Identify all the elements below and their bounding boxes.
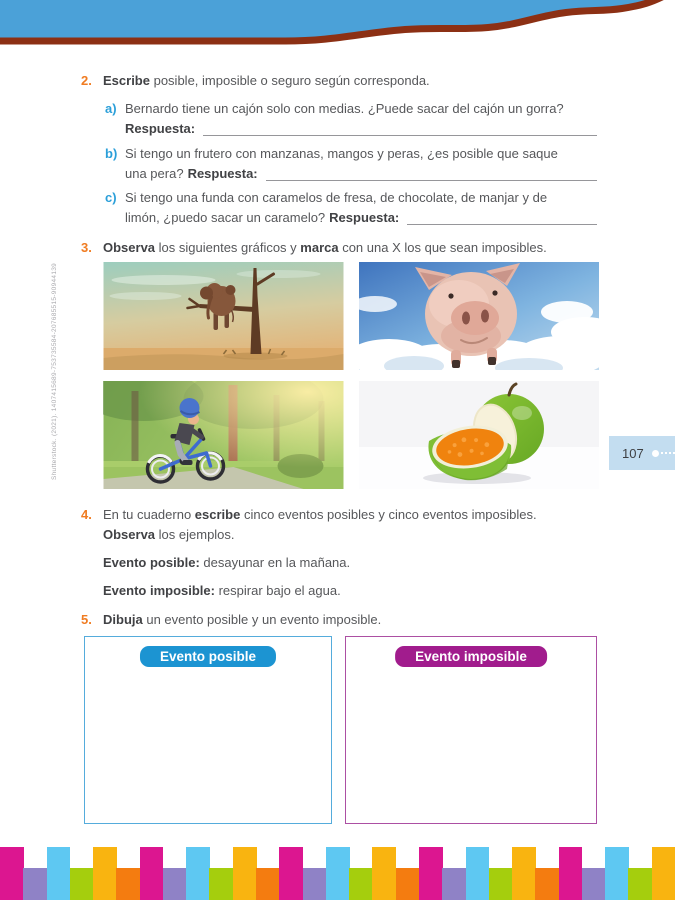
page-number-tab	[609, 436, 675, 470]
item-c-line1: Si tengo una funda con caramelos de fresa, de chocolate, de manjar y de	[125, 190, 548, 205]
stripe-bar	[140, 847, 164, 900]
item-b-answer-row	[125, 164, 597, 184]
stripe-bar	[326, 847, 350, 900]
example-impossible-label: Evento imposible:	[103, 583, 215, 598]
stripe-bar	[512, 847, 536, 900]
photo-credit-vertical: Shutterstock. (2021). 1407415689-753735584-207685515-90944139	[51, 262, 58, 480]
exercise2-heading	[103, 71, 603, 91]
exercise4-line1-rest: cinco eventos posibles y cinco eventos imposibles.	[240, 507, 537, 522]
example-impossible-text: respirar bajo el agua.	[214, 583, 341, 598]
stripe-bar	[0, 847, 24, 900]
example-possible	[103, 553, 603, 573]
stripe-bar	[582, 868, 606, 900]
answer-line[interactable]	[266, 170, 597, 181]
stripe-bar	[163, 868, 187, 900]
exercise3-bold2: marca	[300, 240, 339, 255]
stripe-bar	[209, 868, 233, 900]
photo-child-riding-bicycle-in-park[interactable]	[103, 381, 344, 489]
stripe-bar	[605, 847, 629, 900]
stripe-bar	[419, 847, 443, 900]
stripe-bar	[70, 868, 94, 900]
item-c-answer-row	[125, 208, 597, 228]
top-banner-wave	[0, 0, 675, 56]
item-c-letter: c)	[105, 190, 117, 205]
stripe-bar	[535, 868, 559, 900]
exercise2-number: 2.	[81, 73, 92, 88]
answer-line[interactable]	[203, 125, 597, 136]
item-a-answer-row	[125, 119, 597, 139]
example-possible-text: desayunar en la mañana.	[199, 555, 351, 570]
exercise4-line1-bold: escribe	[194, 507, 241, 522]
exercise4-line1-pre: En tu cuaderno	[103, 507, 195, 522]
exercise3-rest: con una X los que sean imposibles.	[338, 240, 547, 255]
tab-dot	[652, 450, 659, 457]
exercise2-heading-bold: Escribe	[103, 73, 150, 88]
item-a-letter: a)	[105, 101, 117, 116]
exercise2-heading-rest: posible, imposible o seguro según corresponda.	[149, 73, 430, 88]
stripe-bar	[303, 868, 327, 900]
exercise4-line2-rest: los ejemplos.	[155, 527, 235, 542]
stripe-bar	[489, 868, 513, 900]
example-possible-label: Evento posible:	[103, 555, 200, 570]
bicycle-kid-illustration	[103, 381, 344, 489]
item-b-letter: b)	[105, 146, 118, 161]
drawing-box-impossible[interactable]	[345, 636, 597, 824]
answer-line[interactable]	[407, 214, 597, 225]
item-b-line1: Si tengo un frutero con manzanas, mangos y peras, ¿es posible que saque	[125, 146, 558, 161]
item-c-answer-label: Respuesta:	[329, 210, 400, 225]
item-a-line1: Bernardo tiene un cajón solo con medias. ¿Puede sacar del cajón un gorra?	[125, 101, 564, 116]
stripe-bar	[396, 868, 420, 900]
exercise4-line1	[103, 505, 603, 525]
exercise5-bold: Dibuja	[103, 612, 143, 627]
example-impossible	[103, 581, 603, 601]
stripe-bar	[47, 847, 71, 900]
stripe-bar	[279, 847, 303, 900]
photo-green-apple-with-orange-inside[interactable]	[358, 381, 600, 489]
elephant-illustration	[103, 262, 344, 370]
item-a-answer-label: Respuesta:	[125, 121, 196, 136]
stripe-bar	[652, 847, 675, 900]
exercise4-line2	[103, 525, 603, 545]
item-b-answer-label: Respuesta:	[187, 166, 258, 181]
exercise3-mid: los siguientes gráficos y	[155, 240, 301, 255]
exercise4-number: 4.	[81, 507, 92, 522]
page-number: 107	[622, 445, 644, 461]
stripe-bar	[233, 847, 257, 900]
exercise5-heading	[103, 610, 603, 630]
impossible-pill-label: Evento imposible	[395, 646, 547, 667]
stripe-bar	[93, 847, 117, 900]
item-c-line2-prefix: limón, ¿puedo sacar un caramelo?	[125, 210, 326, 225]
apple-orange-illustration	[358, 381, 600, 489]
stripe-bar	[186, 847, 210, 900]
exercise5-number: 5.	[81, 612, 92, 627]
exercise5-rest: un evento posible y un evento imposible.	[142, 612, 382, 627]
stripe-bar	[349, 868, 373, 900]
stripe-bar	[628, 868, 652, 900]
possible-pill-label: Evento posible	[140, 646, 276, 667]
stripe-bar	[559, 847, 583, 900]
exercise3-number: 3.	[81, 240, 92, 255]
footer-stripes	[0, 847, 675, 900]
photo-pig-flying-in-clouds[interactable]	[358, 262, 600, 370]
stripe-bar	[372, 847, 396, 900]
stripe-bar	[466, 847, 490, 900]
flying-pig-illustration	[358, 262, 600, 370]
exercise3-heading	[103, 238, 603, 258]
stripe-bar	[256, 868, 280, 900]
stripe-bar	[23, 868, 47, 900]
stripe-bar	[442, 868, 466, 900]
photo-elephant-sitting-on-tree-branch[interactable]	[103, 262, 344, 370]
item-b-line2-prefix: una pera?	[125, 166, 184, 181]
exercise4-line2-bold: Observa	[103, 527, 156, 542]
tab-dotted-line	[661, 452, 675, 454]
stripe-bar	[116, 868, 140, 900]
drawing-box-possible[interactable]	[84, 636, 332, 824]
exercise3-bold1: Observa	[103, 240, 156, 255]
